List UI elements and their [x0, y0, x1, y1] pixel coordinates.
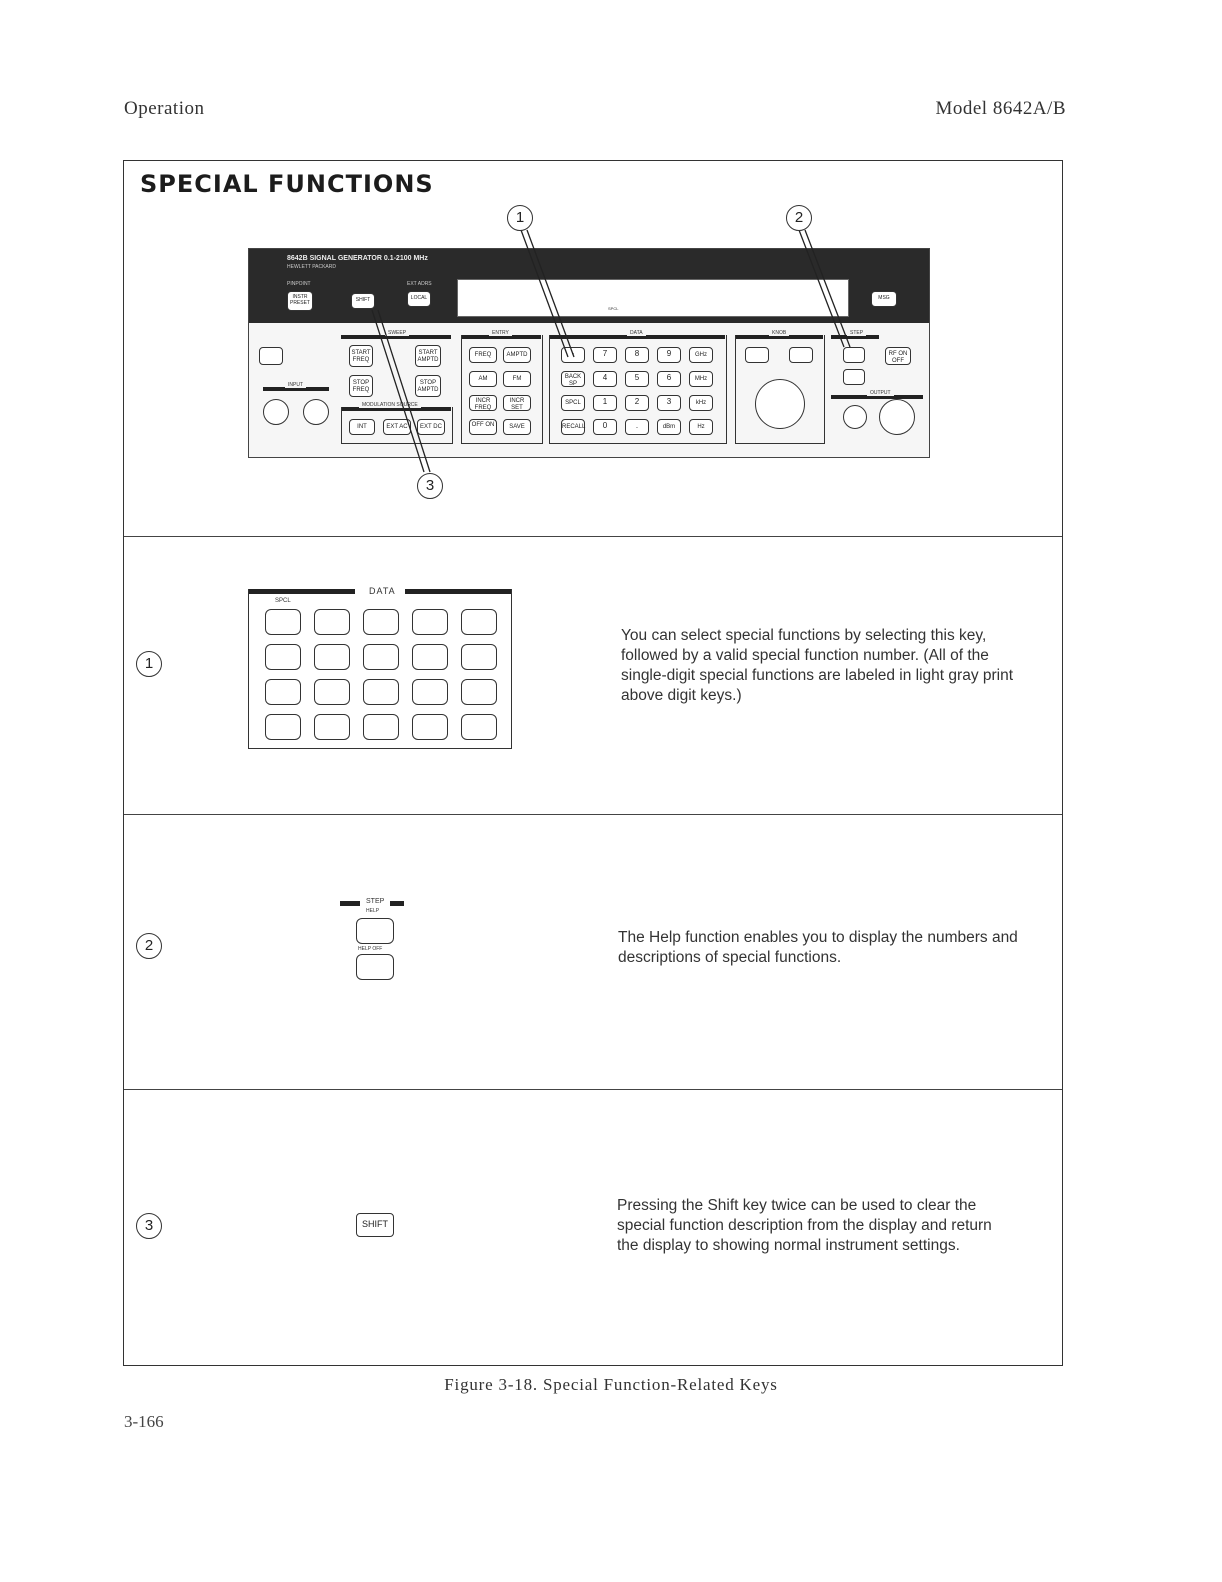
detail-key-r2c4[interactable]	[412, 644, 448, 670]
msg-key[interactable]: MSG	[871, 291, 897, 307]
row-divider-1	[124, 536, 1062, 537]
help-key-detail[interactable]	[356, 918, 394, 944]
decimal-key[interactable]: .	[625, 419, 649, 435]
detail-key-r4c2[interactable]	[314, 714, 350, 740]
detail-key-r2c5[interactable]	[461, 644, 497, 670]
ext-adrs-label: EXT ADRS	[407, 281, 432, 287]
khz-key[interactable]: kHz	[689, 395, 713, 411]
sweep-section-label: SWEEP	[385, 330, 409, 336]
callout-leader-lines	[0, 0, 1222, 520]
recall-key[interactable]: RECALL	[561, 419, 585, 435]
detail-key-r3c5[interactable]	[461, 679, 497, 705]
mhz-key[interactable]: MHz	[689, 371, 713, 387]
description-3: Pressing the Shift key twice can be used to clear the special function description from the display and return the display to showing normal instrument settings.	[617, 1197, 992, 1254]
description-2: The Help function enables you to display the numbers and descriptions of special functions.	[618, 929, 1018, 966]
detail-key-r4c5[interactable]	[461, 714, 497, 740]
help-off-label: HELP OFF	[358, 946, 383, 952]
row-divider-3	[124, 1089, 1062, 1090]
detail-key-r4c1[interactable]	[265, 714, 301, 740]
entry-section-label: ENTRY	[489, 330, 512, 336]
data-section-label: DATA	[627, 330, 646, 336]
step-help-detail	[340, 896, 412, 986]
panel-model-text: 8642B SIGNAL GENERATOR 0.1-2100 MHz	[287, 255, 428, 262]
spcl-sub-label: SPCL	[275, 598, 291, 604]
callout-3-row: 3	[136, 1213, 162, 1239]
callout-2-panel: 2	[786, 205, 812, 231]
detail-key-r4c4[interactable]	[412, 714, 448, 740]
dbm-key[interactable]: dBm	[657, 419, 681, 435]
instr-preset-key[interactable]: INSTR PRESET	[287, 291, 313, 311]
digit-9-key[interactable]: 9	[657, 347, 681, 363]
running-header-right: Model 8642A/B	[935, 98, 1066, 119]
digit-8-key[interactable]: 8	[625, 347, 649, 363]
running-header-left: Operation	[124, 98, 205, 119]
step-detail-label: STEP	[366, 898, 385, 905]
pinpoint-label: PINPOINT	[287, 281, 311, 287]
step-detail-bar-right	[390, 901, 404, 906]
detail-key-r3c2[interactable]	[314, 679, 350, 705]
int-mod-key[interactable]: INT	[349, 419, 375, 435]
spcl-key-detail[interactable]	[265, 609, 301, 635]
detail-key-r1c4[interactable]	[412, 609, 448, 635]
figure-caption: Figure 3-18. Special Function-Related Keys	[444, 1375, 778, 1394]
step-section-label: STEP	[847, 330, 866, 336]
leader-line-2a	[799, 230, 844, 347]
detail-key-r1c3[interactable]	[363, 609, 399, 635]
callout-1-row: 1	[136, 651, 162, 677]
digit-2-key[interactable]: 2	[625, 395, 649, 411]
detail-key-r3c1[interactable]	[265, 679, 301, 705]
step-detail-bar-left	[340, 901, 360, 906]
fm-key[interactable]: FM	[503, 371, 531, 387]
ext-dc-key[interactable]: EXT DC	[417, 419, 445, 435]
data-keypad-detail	[248, 586, 512, 749]
leader-line-1a	[521, 230, 568, 357]
incr-freq-key[interactable]: INCR FREQ	[469, 395, 497, 411]
leader-line-3a	[372, 310, 424, 472]
local-key[interactable]: LOCAL	[407, 291, 431, 307]
off-on-key[interactable]: OFF ON	[469, 419, 497, 435]
am-key[interactable]: AM	[469, 371, 497, 387]
digit-4-key[interactable]: 4	[593, 371, 617, 387]
digit-5-key[interactable]: 5	[625, 371, 649, 387]
digit-0-key[interactable]: 0	[593, 419, 617, 435]
page-number: 3-166	[124, 1412, 164, 1431]
callout-1-panel: 1	[507, 205, 533, 231]
detail-key-r1c5[interactable]	[461, 609, 497, 635]
incr-set-key[interactable]: INCR SET	[503, 395, 531, 411]
save-key[interactable]: SAVE	[503, 419, 531, 435]
description-1: You can select special functions by selecting this key, followed by a valid special function number. (All of the single-digit special functions are labeled in light gray print above digit keys.)	[621, 627, 1014, 704]
digit-1-key[interactable]: 1	[593, 395, 617, 411]
leader-line-3b	[378, 310, 430, 472]
shift-key-panel[interactable]: SHIFT	[351, 293, 375, 309]
stop-amptd-key[interactable]: STOP AMPTD	[415, 375, 441, 397]
detail-key-r2c2[interactable]	[314, 644, 350, 670]
spcl-key-panel[interactable]: SPCL	[561, 395, 585, 411]
detail-key-r2c1[interactable]	[265, 644, 301, 670]
data-detail-bar-left	[249, 589, 355, 594]
detail-key-r4c3[interactable]	[363, 714, 399, 740]
digit-6-key[interactable]: 6	[657, 371, 681, 387]
digit-3-key[interactable]: 3	[657, 395, 681, 411]
knob-section-label: KNOB	[769, 330, 789, 336]
start-freq-key[interactable]: START FREQ	[349, 345, 373, 367]
output-section-label: OUTPUT	[867, 390, 894, 396]
panel-maker-text: HEWLETT PACKARD	[287, 264, 336, 270]
data-detail-bar-right	[405, 589, 511, 594]
stop-freq-key[interactable]: STOP FREQ	[349, 375, 373, 397]
row-divider-2	[124, 814, 1062, 815]
detail-key-r2c3[interactable]	[363, 644, 399, 670]
ext-ac-key[interactable]: EXT AC	[383, 419, 411, 435]
shift-key-detail[interactable]: SHIFT	[356, 1213, 394, 1237]
freq-key[interactable]: FREQ	[469, 347, 497, 363]
amptd-key[interactable]: AMPTD	[503, 347, 531, 363]
detail-key-r1c2[interactable]	[314, 609, 350, 635]
detail-key-r3c4[interactable]	[412, 679, 448, 705]
leader-line-2b	[805, 230, 850, 347]
help-label: HELP	[366, 908, 380, 914]
modsource-section-label: MODULATION SOURCE	[359, 402, 421, 408]
display-spcl-text: SPCL	[608, 306, 619, 311]
hz-key[interactable]: Hz	[689, 419, 713, 435]
callout-3-panel: 3	[417, 473, 443, 499]
data-detail-label: DATA	[369, 586, 396, 596]
back-sp-key[interactable]: BACK SP	[561, 371, 585, 387]
start-amptd-key[interactable]: START AMPTD	[415, 345, 441, 367]
callout-2-row: 2	[136, 933, 162, 959]
input-section-label: INPUT	[285, 382, 306, 388]
figure-title: SPECIAL FUNCTIONS	[140, 170, 434, 198]
leader-line-1b	[527, 230, 574, 357]
rf-onoff-key[interactable]: RF ON OFF	[885, 347, 911, 365]
help-off-key-detail[interactable]	[356, 954, 394, 980]
ghz-key[interactable]: GHz	[689, 347, 713, 363]
digit-7-key[interactable]: 7	[593, 347, 617, 363]
detail-key-r3c3[interactable]	[363, 679, 399, 705]
